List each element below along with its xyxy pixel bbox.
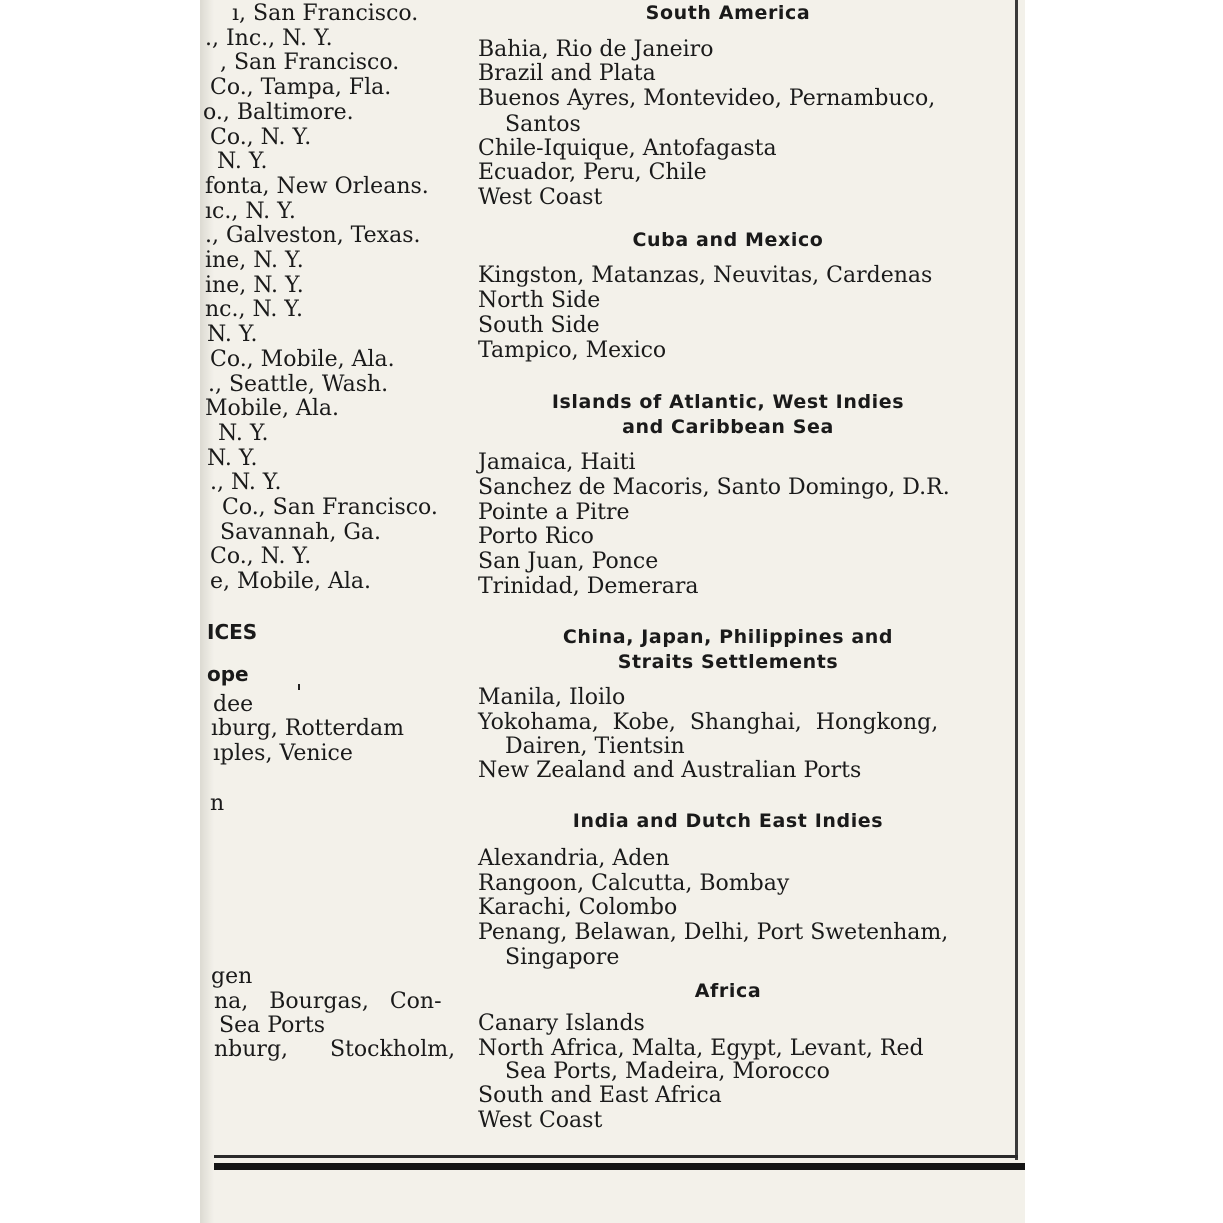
bottom-thin-rule [214,1155,1018,1158]
left-fragment-line: nc., N. Y. [205,297,303,323]
port-entry: West Coast [478,1108,603,1133]
section-heading: Straits Settlements [617,651,839,673]
section-heading: India and Dutch East Indies [572,810,884,832]
port-entry: Singapore [505,945,620,970]
left-fragment-line: N. Y. [217,149,268,175]
left-fragment-line: ıc., N. Y. [205,198,296,224]
port-entry: New Zealand and Australian Ports [478,758,862,783]
port-entry: Buenos Ayres, Montevideo, Pernambuco, [478,86,936,111]
left-section-heading: ICES [207,620,258,644]
left-fragment-line: ine, N. Y. [205,272,304,298]
left-fragment-line: ., Seattle, Wash. [208,371,389,397]
left-fragment-line: gen [211,964,253,989]
port-entry: Sea Ports, Madeira, Morocco [505,1059,830,1084]
port-entry: Sanchez de Macoris, Santo Domingo, D.R. [478,475,950,500]
port-entry: Karachi, Colombo [478,895,678,920]
port-entry: Tampico, Mexico [478,338,667,363]
section-heading: South America [645,2,811,24]
left-fragment-line: Mobile, Ala. [205,396,339,422]
port-entry: Penang, Belawan, Delhi, Port Swetenham, [478,920,949,945]
port-entry: Kingston, Matanzas, Neuvitas, Cardenas [478,263,933,288]
left-fragment-line: na, Bourgas, Con- [214,989,442,1014]
left-fragment-line: ., Galveston, Texas. [205,223,421,249]
left-fragment-line: , San Francisco. [220,50,400,76]
section-heading: China, Japan, Philippines and [562,626,894,648]
left-fragment-line: ., N. Y. [210,470,282,496]
left-column [0,0,460,1223]
left-fragment-line: ıples, Venice [213,741,353,766]
left-fragment-line: Co., San Francisco. [222,495,438,520]
left-fragment-line: N. Y. [207,445,258,471]
left-fragment-line: dee [213,692,254,717]
right-border-rule [1015,0,1018,1160]
bottom-thick-rule [214,1163,1025,1170]
left-fragment-line: o., Baltimore. [203,99,354,125]
port-entry: Manila, Iloilo [478,685,626,710]
left-fragment-line: Sea Ports [219,1013,326,1038]
left-fragment-line: N. Y. [218,420,269,446]
left-fragment-line: ine, N. Y. [205,248,304,273]
port-entry: Chile-Iquique, Antofagasta [478,136,777,161]
section-heading: Africa [694,980,762,1002]
port-entry: Brazil and Plata [478,61,656,86]
left-fragment-line: N. Y. [207,322,258,348]
port-entry: Pointe a Pitre [478,500,630,525]
port-entry: Bahia, Rio de Janeiro [478,37,714,62]
left-fragment-line: ., Inc., N. Y. [205,25,333,51]
port-entry: South and East Africa [478,1083,722,1108]
left-fragment-line: Co., N. Y. [210,124,312,150]
port-entry: Santos [505,112,581,137]
left-subheading: ope [207,662,249,686]
port-entry: Dairen, Tientsin [505,734,685,759]
port-entry: Rangoon, Calcutta, Bombay [478,871,790,896]
left-fragment-line: Co., N. Y. [210,544,312,570]
port-entry: Canary Islands [478,1011,645,1036]
left-fragment-line: e, Mobile, Ala. [210,569,371,595]
port-entry: San Juan, Ponce [478,549,659,574]
left-fragment-line: ı, San Francisco. [232,1,419,26]
port-entry: West Coast [478,185,603,210]
port-entry: Trinidad, Demerara [478,574,699,599]
left-fragment-line: fonta, New Orleans. [205,173,429,199]
section-heading: Cuba and Mexico [632,229,824,251]
left-fragment-line: Co., Tampa, Fla. [210,75,392,101]
left-fragment-line: Savannah, Ga. [220,519,382,545]
port-entry: Porto Rico [478,524,594,549]
section-heading: Islands of Atlantic, West Indies [551,391,905,413]
port-entry: North Side [478,288,601,313]
left-fragment-line: nburg, Stockholm, [214,1037,456,1062]
port-entry: South Side [478,313,600,338]
section-heading: and Caribbean Sea [622,416,834,438]
port-entry: Yokohama, Kobe, Shanghai, Hongkong, [478,710,939,735]
left-fragment-line: ıburg, Rotterdam [211,716,404,741]
port-entry: Ecuador, Peru, Chile [478,160,707,185]
port-entry: Jamaica, Haiti [478,450,636,475]
port-entry: Alexandria, Aden [478,846,670,871]
left-fragment-line: Co., Mobile, Ala. [210,346,395,372]
stray-mark [298,684,300,690]
port-entry: North Africa, Malta, Egypt, Levant, Red [478,1036,924,1061]
left-fragment-line: n [210,791,225,816]
